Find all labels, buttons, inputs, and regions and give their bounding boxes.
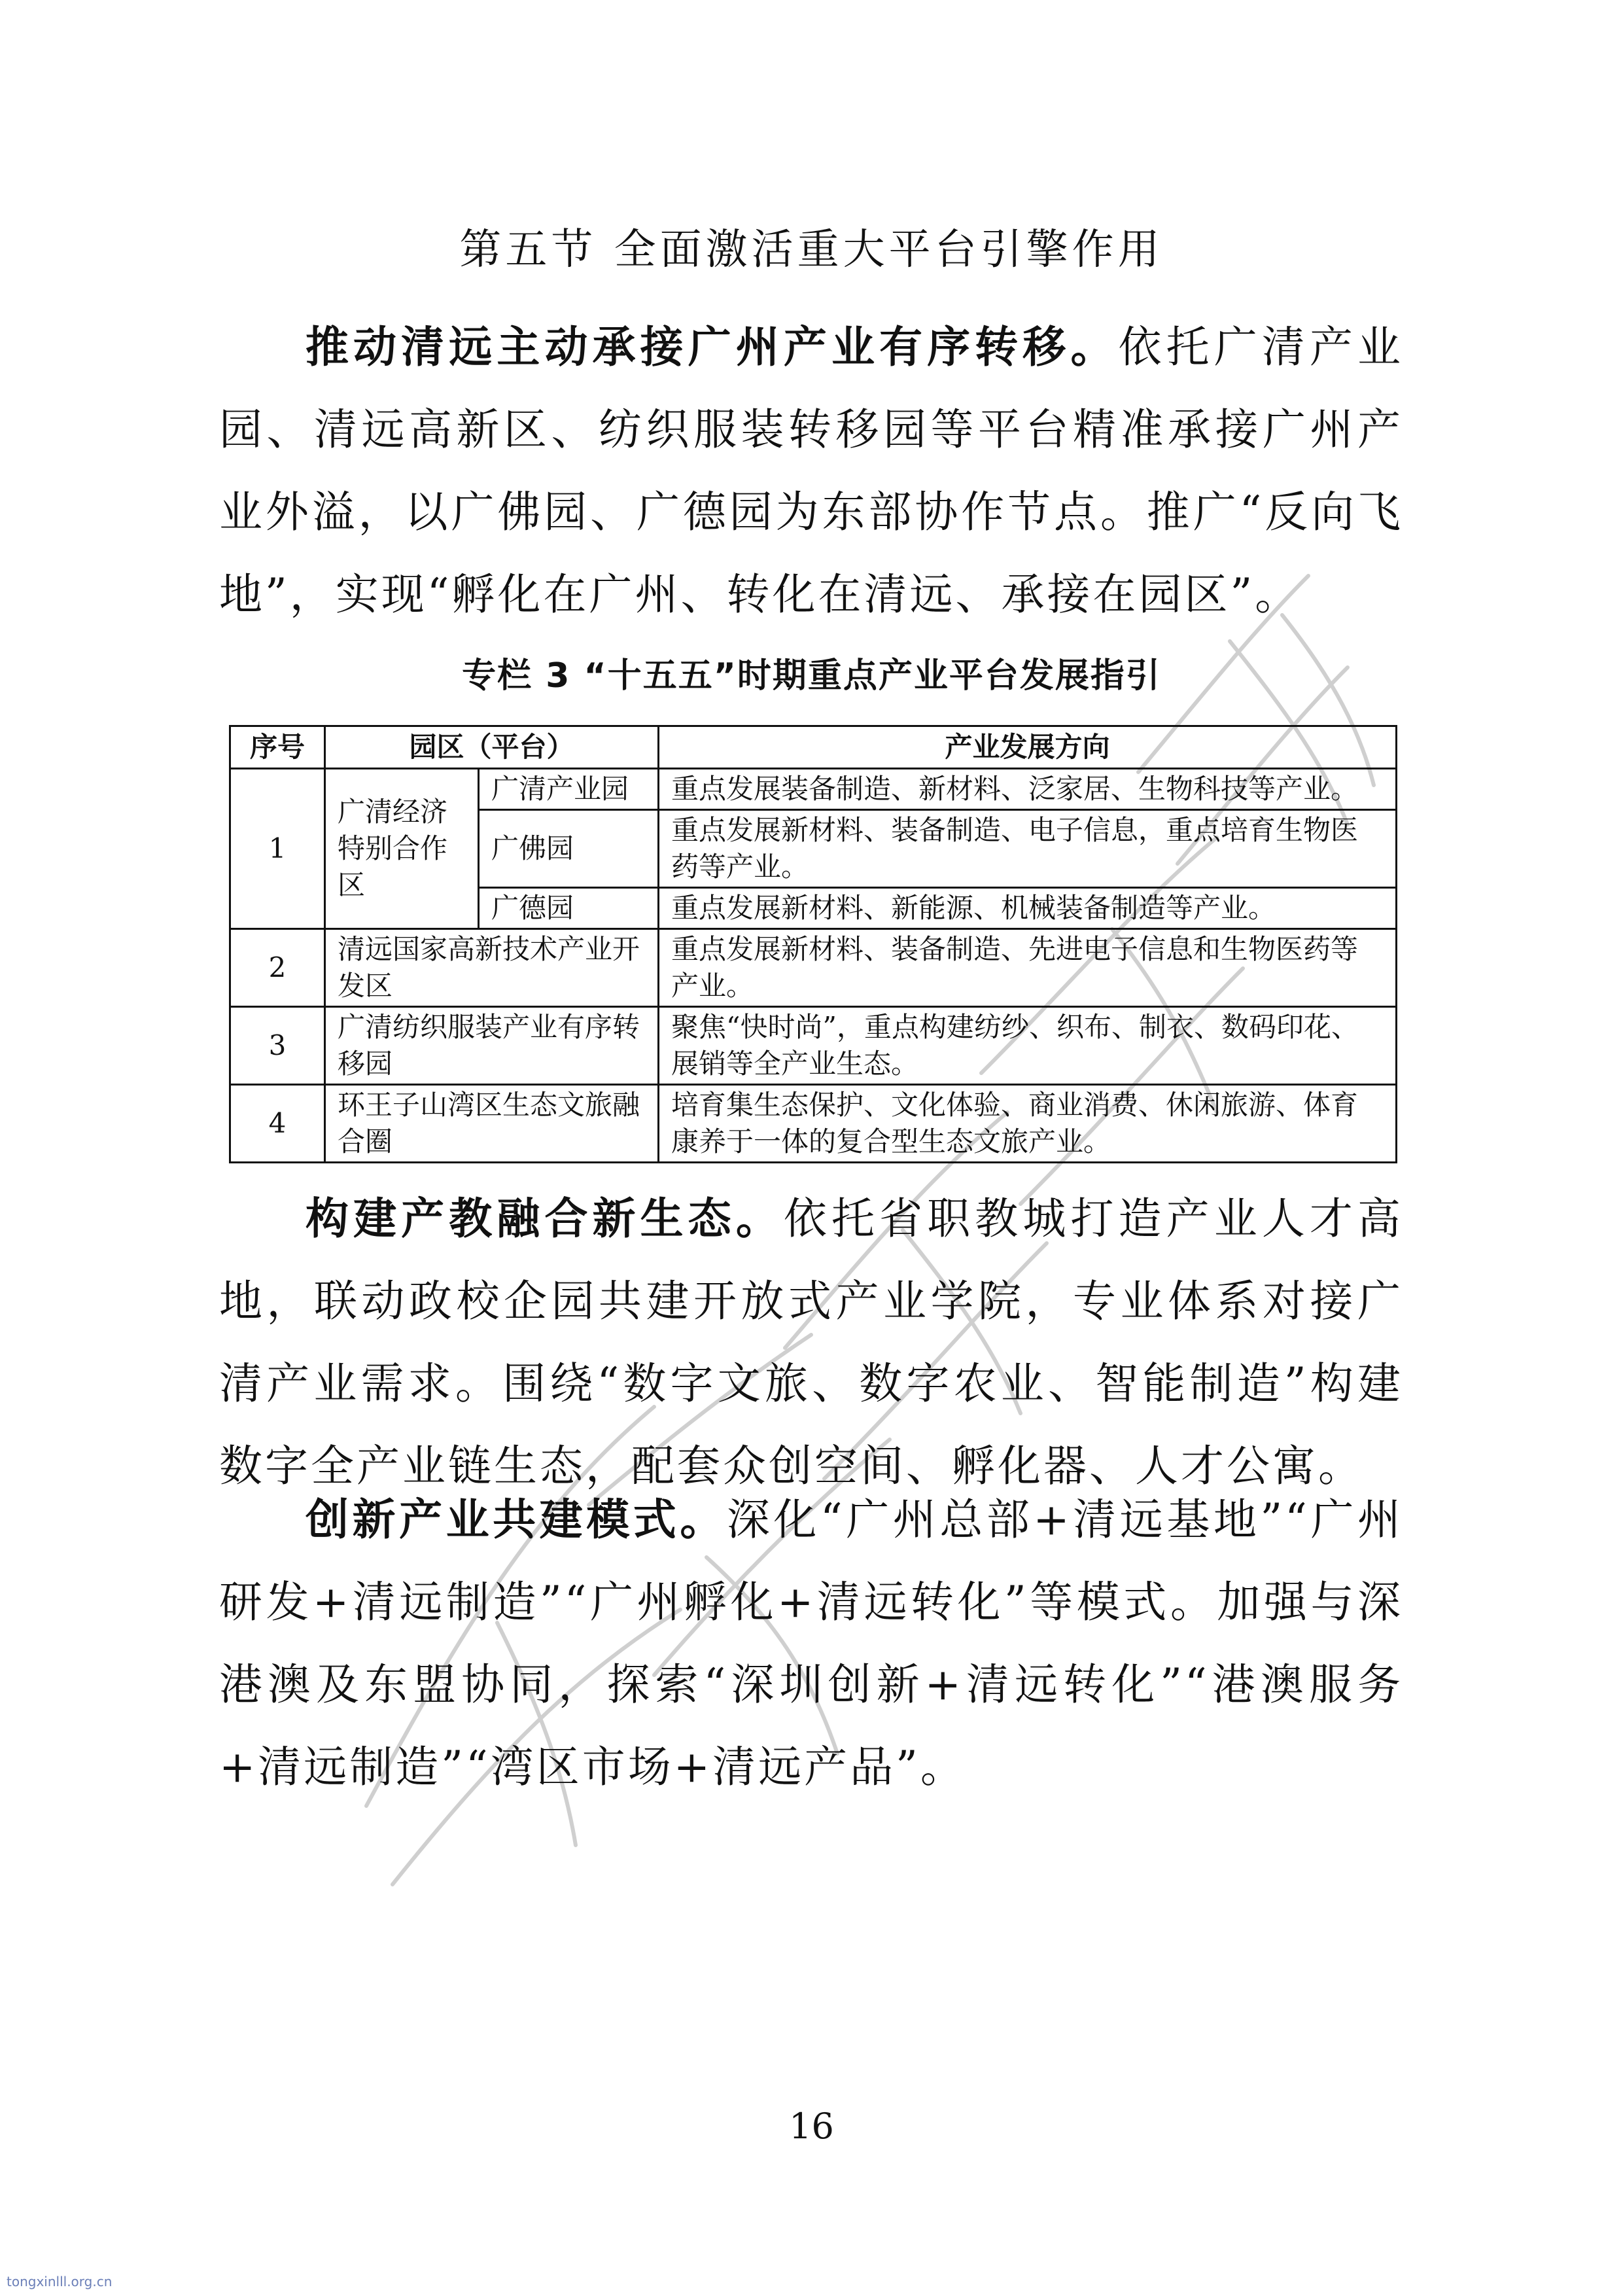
industry-direction: 培育集生态保护、文化体验、商业消费、休闲旅游、体育康养于一体的复合型生态文旅产业。 xyxy=(659,1085,1397,1163)
paragraph-body: 依托广清产业园、清远高新区、纺织服装转移园等平台精准承接广州产业外溢，以广佛园、广德园为东部协作节点。推广“反向飞地”，实现“孵化在广州、转化在清远、承接在园区”。 xyxy=(219,322,1404,620)
header-direction: 产业发展方向 xyxy=(659,726,1397,769)
paragraph-lead: 创新产业共建模式。 xyxy=(305,1494,727,1545)
sub-park-name: 广清产业园 xyxy=(479,769,659,810)
table-header-row xyxy=(230,726,1397,769)
header-num: 序号 xyxy=(230,726,325,769)
row-num: 2 xyxy=(230,929,325,1007)
industry-direction: 聚焦“快时尚”，重点构建纺纱、织布、制衣、数码印花、展销等全产业生态。 xyxy=(659,1007,1397,1085)
paragraph-industry-education xyxy=(219,1178,1403,1508)
sub-park-name: 广德园 xyxy=(479,888,659,929)
header-park: 园区（平台） xyxy=(325,726,659,769)
sub-park-name: 广佛园 xyxy=(479,810,659,888)
park-name: 清远国家高新技术产业开发区 xyxy=(325,929,659,1007)
industry-direction: 重点发展新材料、新能源、机械装备制造等产业。 xyxy=(659,888,1397,929)
table-row xyxy=(230,929,1397,1007)
platform-guidance-table xyxy=(229,725,1397,1163)
table-row xyxy=(230,1007,1397,1085)
row-num: 1 xyxy=(230,769,325,929)
zone-name: 广清经济特别合作区 xyxy=(325,769,479,929)
park-name: 广清纺织服装产业有序转移园 xyxy=(325,1007,659,1085)
page-number: 16 xyxy=(789,2106,834,2147)
industry-direction: 重点发展新材料、装备制造、先进电子信息和生物医药等产业。 xyxy=(659,929,1397,1007)
paragraph-body: 深化“广州总部+清远基地”“广州研发+清远制造”“广州孵化+清远转化”等模式。加强与深港澳及东盟协同，探索“深圳创新+清远转化”“港澳服务+清远制造”“湾区市场+清远产品”。 xyxy=(219,1494,1404,1792)
paragraph-body: 依托省职教城打造产业人才高地，联动政校企园共建开放式产业学院，专业体系对接广清产业需求。围绕“数字文旅、数字农业、智能制造”构建数字全产业链生态，配套众创空间、孵化器、人才公寓。 xyxy=(219,1193,1404,1491)
table-caption: 专栏 3 “十五五”时期重点产业平台发展指引 xyxy=(462,656,1161,696)
table-row xyxy=(230,1085,1397,1163)
paragraph-lead: 构建产教融合新生态。 xyxy=(305,1193,784,1244)
industry-direction: 重点发展新材料、装备制造、电子信息，重点培育生物医药等产业。 xyxy=(659,810,1397,888)
section-title: 第五节 全面激活重大平台引擎作用 xyxy=(459,226,1164,274)
paragraph-co-construction xyxy=(219,1479,1403,1809)
row-num: 3 xyxy=(230,1007,325,1085)
row-num: 4 xyxy=(230,1085,325,1163)
paragraph-lead: 推动清远主动承接广州产业有序转移。 xyxy=(305,322,1119,372)
source-tag: tongxinlll.org.cn xyxy=(7,2274,113,2289)
table-row xyxy=(230,769,1397,810)
park-name: 环王子山湾区生态文旅融合圈 xyxy=(325,1085,659,1163)
industry-direction: 重点发展装备制造、新材料、泛家居、生物科技等产业。 xyxy=(659,769,1397,810)
paragraph-platform-transfer xyxy=(219,306,1403,636)
